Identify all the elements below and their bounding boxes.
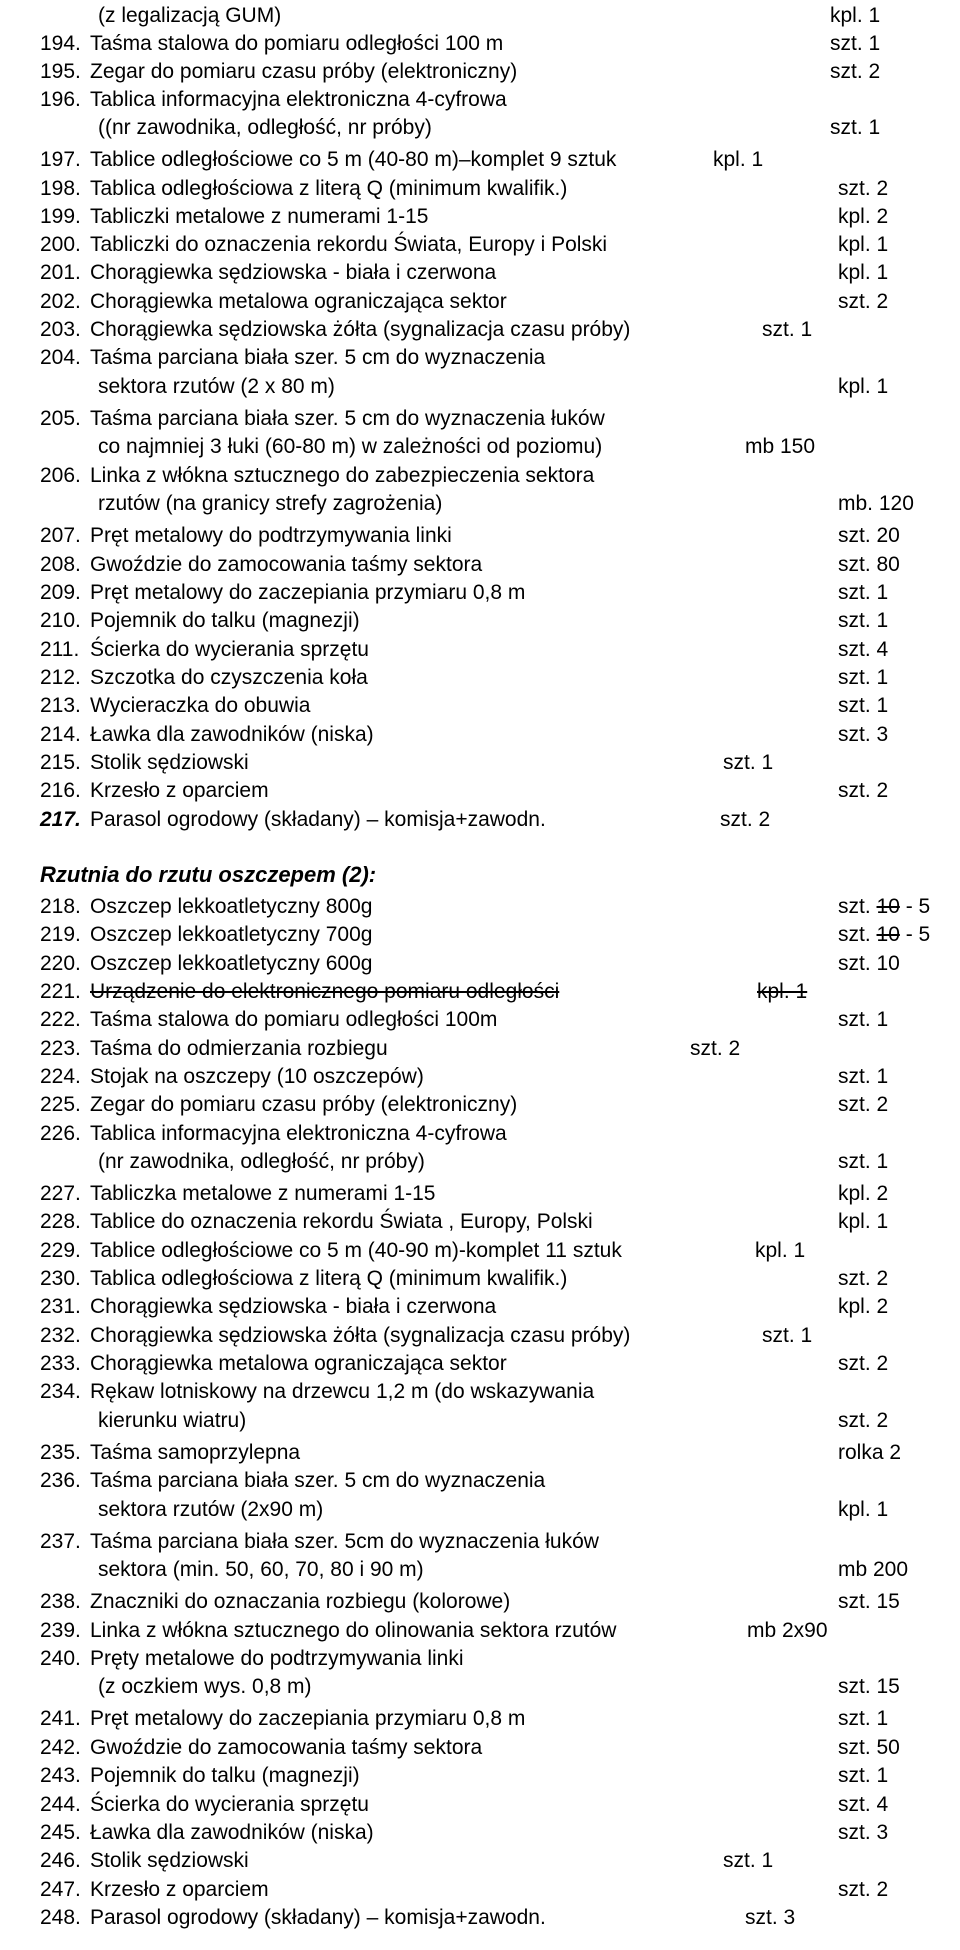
item-description: Stolik sędziowski — [90, 1849, 249, 1872]
item-quantity: szt. 1 — [838, 694, 889, 717]
item-number: 247. — [40, 1878, 81, 1901]
list-item — [0, 978, 960, 1006]
list-item — [0, 1791, 960, 1819]
item-description: Taśma do odmierzania rozbiegu — [90, 1037, 388, 1060]
item-description: sektora rzutów (2 x 80 m) — [98, 375, 335, 398]
list-item — [0, 1673, 960, 1701]
list-item — [0, 146, 960, 174]
item-number: 203. — [40, 318, 81, 341]
item-description: Taśma stalowa do pomiaru odległości 100m — [90, 1008, 498, 1031]
list-item — [0, 921, 960, 949]
item-description: Taśma parciana biała szer. 5 cm do wyznaczenia — [90, 1469, 546, 1492]
list-item — [0, 1734, 960, 1762]
item-number: 241. — [40, 1707, 81, 1730]
item-quantity: szt. 1 — [830, 116, 881, 139]
item-description: ((nr zawodnika, odległość, nr próby) — [98, 116, 432, 139]
item-description: Taśma stalowa do pomiaru odległości 100 m — [90, 32, 504, 55]
item-quantity: szt. 2 — [838, 1878, 889, 1901]
item-description: kierunku wiatru) — [98, 1409, 247, 1432]
item-description: Chorągiewka metalowa ograniczająca sektor — [90, 1352, 507, 1375]
item-quantity: szt. 1 — [838, 581, 889, 604]
item-quantity: szt. 3 — [745, 1906, 796, 1929]
list-item — [0, 607, 960, 635]
item-description: co najmniej 3 łuki (60-80 m) w zależności od poziomu) — [98, 435, 603, 458]
list-item — [0, 405, 960, 433]
item-number: 243. — [40, 1764, 81, 1787]
item-description: Tablica informacyjna elektroniczna 4-cyfrowa — [90, 88, 507, 111]
list-item — [0, 1496, 960, 1524]
list-item — [0, 1407, 960, 1435]
list-item — [0, 950, 960, 978]
item-quantity: szt. 1 — [838, 1707, 889, 1730]
item-description: Rękaw lotniskowy na drzewcu 1,2 m (do wskazywania — [90, 1380, 595, 1403]
list-item — [0, 373, 960, 401]
item-description: sektora (min. 50, 60, 70, 80 i 90 m) — [98, 1558, 424, 1581]
list-item — [0, 58, 960, 86]
item-number: 204. — [40, 346, 81, 369]
list-item — [0, 344, 960, 372]
item-quantity: szt. 15 — [838, 1590, 900, 1613]
list-item — [0, 522, 960, 550]
item-description: Gwoździe do zamocowania taśmy sektora — [90, 553, 483, 576]
item-quantity: szt. 50 — [838, 1736, 900, 1759]
item-number: 218. — [40, 895, 81, 918]
item-number: 244. — [40, 1793, 81, 1816]
item-description: Stolik sędziowski — [90, 751, 249, 774]
list-item — [0, 175, 960, 203]
item-description: Tabliczka metalowe z numerami 1-15 — [90, 1182, 436, 1205]
list-item — [0, 2, 960, 30]
item-description: Oszczep lekkoatletyczny 800g — [90, 895, 373, 918]
item-number: 205. — [40, 407, 81, 430]
item-quantity: szt. 1 — [838, 1764, 889, 1787]
list-item — [0, 203, 960, 231]
list-item — [0, 893, 960, 921]
list-item — [0, 1645, 960, 1673]
list-item — [0, 1063, 960, 1091]
list-item — [0, 1378, 960, 1406]
item-number: 227. — [40, 1182, 81, 1205]
item-number: 219. — [40, 923, 81, 946]
list-item — [0, 259, 960, 287]
item-quantity: szt. 2 — [690, 1037, 741, 1060]
item-number: 212. — [40, 666, 81, 689]
list-item — [0, 1148, 960, 1176]
list-item — [0, 30, 960, 58]
item-quantity: szt. 10 — [838, 952, 900, 975]
list-item — [0, 1819, 960, 1847]
item-description: sektora rzutów (2x90 m) — [98, 1498, 324, 1521]
item-description: Stojak na oszczepy (10 oszczepów) — [90, 1065, 424, 1088]
item-quantity: mb 150 — [745, 435, 816, 458]
item-description: Tablice do oznaczenia rekordu Świata , Europy, Polski — [90, 1210, 593, 1233]
item-description: Linka z włókna sztucznego do olinowania sektora rzutów — [90, 1619, 617, 1642]
item-description: Wycieraczka do obuwia — [90, 694, 311, 717]
list-item — [0, 721, 960, 749]
item-description: Ścierka do wycierania sprzętu — [90, 1793, 369, 1816]
item-number: 239. — [40, 1619, 81, 1642]
item-number: 197. — [40, 148, 81, 171]
item-description: Urządzenie do elektronicznego pomiaru odległości — [90, 980, 560, 1003]
item-quantity: mb. 120 — [838, 492, 914, 515]
item-number: 220. — [40, 952, 81, 975]
item-number: 199. — [40, 205, 81, 228]
item-quantity: kpl. 2 — [838, 1295, 889, 1318]
list-item — [0, 749, 960, 777]
item-number: 222. — [40, 1008, 81, 1031]
item-number: 233. — [40, 1352, 81, 1375]
item-number: 232. — [40, 1324, 81, 1347]
list-item — [0, 692, 960, 720]
list-item — [0, 1091, 960, 1119]
list-item — [0, 579, 960, 607]
item-quantity: szt. 2 — [838, 779, 889, 802]
item-description: Krzesło z oparciem — [90, 1878, 269, 1901]
item-quantity — [838, 893, 930, 921]
item-quantity: szt. 1 — [838, 1008, 889, 1031]
item-description: Tablice odległościowe co 5 m (40-90 m)-komplet 11 sztuk — [90, 1239, 622, 1262]
item-description: Chorągiewka metalowa ograniczająca sektor — [90, 290, 507, 313]
item-number: 223. — [40, 1037, 81, 1060]
item-number: 201. — [40, 261, 81, 284]
item-number: 214. — [40, 723, 81, 746]
list-item — [0, 231, 960, 259]
list-item — [0, 551, 960, 579]
item-description: Tabliczki metalowe z numerami 1-15 — [90, 205, 429, 228]
item-description: Pręt metalowy do podtrzymywania linki — [90, 524, 452, 547]
item-description: Parasol ogrodowy (składany) – komisja+zawodn. — [90, 808, 546, 831]
item-number: 235. — [40, 1441, 81, 1464]
item-quantity: szt. 3 — [838, 1821, 889, 1844]
list-item — [0, 1006, 960, 1034]
item-description: Taśma parciana biała szer. 5 cm do wyznaczenia łuków — [90, 407, 605, 430]
list-item — [0, 1350, 960, 1378]
list-item — [0, 1035, 960, 1063]
item-number: 213. — [40, 694, 81, 717]
item-number: 229. — [40, 1239, 81, 1262]
quantity-corrected-value: - 5 — [899, 895, 931, 918]
item-quantity: kpl. 1 — [838, 1210, 889, 1233]
item-description: Oszczep lekkoatletyczny 700g — [90, 923, 373, 946]
item-quantity: szt. 1 — [838, 1150, 889, 1173]
list-item — [0, 1617, 960, 1645]
item-number: 248. — [40, 1906, 81, 1929]
list-item — [0, 1208, 960, 1236]
item-number: 208. — [40, 553, 81, 576]
item-description: rzutów (na granicy strefy zagrożenia) — [98, 492, 443, 515]
item-quantity: szt. 15 — [838, 1675, 900, 1698]
item-number: 202. — [40, 290, 81, 313]
list-item — [0, 777, 960, 805]
item-number: 206. — [40, 464, 81, 487]
item-description: Chorągiewka sędziowska - biała i czerwona — [90, 261, 497, 284]
item-description: Znaczniki do oznaczania rozbiegu (kolorowe) — [90, 1590, 511, 1613]
item-description: Tablica odległościowa z literą Q (minimum kwalifik.) — [90, 1267, 568, 1290]
item-description: Pręty metalowe do podtrzymywania linki — [90, 1647, 464, 1670]
item-description: Taśma samoprzylepna — [90, 1441, 301, 1464]
item-number: 217. — [40, 808, 81, 831]
list-item — [0, 86, 960, 114]
item-number: 196. — [40, 88, 81, 111]
item-quantity: szt. 2 — [838, 1267, 889, 1290]
list-item — [0, 1120, 960, 1148]
item-quantity: szt. 4 — [838, 1793, 889, 1816]
item-quantity — [838, 921, 930, 949]
item-description: Taśma parciana biała szer. 5cm do wyznaczenia łuków — [90, 1530, 599, 1553]
list-item — [0, 1528, 960, 1556]
item-number: 225. — [40, 1093, 81, 1116]
item-quantity: kpl. 1 — [838, 261, 889, 284]
item-number: 246. — [40, 1849, 81, 1872]
item-description: Ścierka do wycierania sprzętu — [90, 638, 369, 661]
item-description: Ławka dla zawodników (niska) — [90, 1821, 374, 1844]
item-number: 236. — [40, 1469, 81, 1492]
item-quantity: mb 200 — [838, 1558, 909, 1581]
list-item — [0, 433, 960, 461]
list-item — [0, 316, 960, 344]
item-quantity: szt. 4 — [838, 638, 889, 661]
item-description: Zegar do pomiaru czasu próby (elektroniczny) — [90, 60, 518, 83]
quantity-unit: szt. — [838, 895, 877, 918]
item-description: Oszczep lekkoatletyczny 600g — [90, 952, 373, 975]
item-description: Krzesło z oparciem — [90, 779, 269, 802]
item-number: 215. — [40, 751, 81, 774]
item-quantity: szt. 3 — [838, 723, 889, 746]
item-number: 226. — [40, 1122, 81, 1145]
item-quantity: szt. 1 — [723, 751, 774, 774]
quantity-corrected-value: - 5 — [899, 923, 931, 946]
item-number: 240. — [40, 1647, 81, 1670]
item-description: Ławka dla zawodników (niska) — [90, 723, 374, 746]
list-item — [0, 1180, 960, 1208]
item-description: Pręt metalowy do zaczepiania przymiaru 0,8 m — [90, 1707, 526, 1730]
item-number: 245. — [40, 1821, 81, 1844]
item-number: 221. — [40, 980, 81, 1003]
item-number: 195. — [40, 60, 81, 83]
item-number: 231. — [40, 1295, 81, 1318]
item-quantity: szt. 2 — [838, 1409, 889, 1432]
item-description: Parasol ogrodowy (składany) – komisja+zawodn. — [90, 1906, 546, 1929]
item-description: Chorągiewka sędziowska - biała i czerwona — [90, 1295, 497, 1318]
list-item — [0, 664, 960, 692]
item-number: 210. — [40, 609, 81, 632]
list-item — [0, 1556, 960, 1584]
item-quantity: rolka 2 — [838, 1441, 902, 1464]
item-number: 238. — [40, 1590, 81, 1613]
item-description: Chorągiewka sędziowska żółta (sygnalizacja czasu próby) — [90, 1324, 631, 1347]
list-item — [0, 1904, 960, 1932]
item-quantity: szt. 80 — [838, 553, 900, 576]
item-description: Tablica informacyjna elektroniczna 4-cyfrowa — [90, 1122, 507, 1145]
item-quantity: kpl. 1 — [830, 4, 881, 27]
item-quantity: kpl. 1 — [838, 1498, 889, 1521]
item-quantity: kpl. 1 — [713, 148, 764, 171]
item-quantity: kpl. 1 — [755, 1239, 806, 1262]
item-description: Tablica odległościowa z literą Q (minimum kwalifik.) — [90, 177, 568, 200]
quantity-struck-value: 10 — [876, 895, 900, 918]
list-item — [0, 806, 960, 834]
list-item — [0, 114, 960, 142]
list-item — [0, 1265, 960, 1293]
item-number: 198. — [40, 177, 81, 200]
item-number: 200. — [40, 233, 81, 256]
item-quantity: szt. 2 — [838, 1352, 889, 1375]
list-item — [0, 1847, 960, 1875]
item-description: (z oczkiem wys. 0,8 m) — [98, 1675, 312, 1698]
item-number: 216. — [40, 779, 81, 802]
item-quantity: kpl. 2 — [838, 205, 889, 228]
item-description: Pojemnik do talku (magnezji) — [90, 1764, 360, 1787]
item-number: 194. — [40, 32, 81, 55]
list-item — [0, 636, 960, 664]
list-item — [0, 1876, 960, 1904]
item-number: 211. — [40, 638, 80, 661]
list-item — [0, 288, 960, 316]
item-description: Linka z włókna sztucznego do zabezpieczenia sektora — [90, 464, 595, 487]
item-number: 230. — [40, 1267, 81, 1290]
item-quantity: szt. 1 — [762, 1324, 813, 1347]
item-quantity: szt. 1 — [830, 32, 881, 55]
item-quantity: szt. 2 — [838, 1093, 889, 1116]
item-description: Pręt metalowy do zaczepiania przymiaru 0,8 m — [90, 581, 526, 604]
list-item — [0, 1588, 960, 1616]
item-quantity: szt. 1 — [838, 1065, 889, 1088]
item-quantity: szt. 1 — [762, 318, 813, 341]
item-description: Szczotka do czyszczenia koła — [90, 666, 368, 689]
item-number: 237. — [40, 1530, 81, 1553]
item-description: Zegar do pomiaru czasu próby (elektroniczny) — [90, 1093, 518, 1116]
item-number: 209. — [40, 581, 81, 604]
list-item — [0, 490, 960, 518]
item-description: Chorągiewka sędziowska żółta (sygnalizacja czasu próby) — [90, 318, 631, 341]
item-description: Tabliczki do oznaczenia rekordu Świata, Europy i Polski — [90, 233, 608, 256]
item-number: 242. — [40, 1736, 81, 1759]
item-description: (z legalizacją GUM) — [98, 4, 282, 27]
quantity-struck-value: 10 — [876, 923, 900, 946]
list-item — [0, 1439, 960, 1467]
item-description: Taśma parciana biała szer. 5 cm do wyznaczenia — [90, 346, 546, 369]
item-quantity: szt. 1 — [838, 609, 889, 632]
item-description: (nr zawodnika, odległość, nr próby) — [98, 1150, 425, 1173]
item-quantity: szt. 2 — [838, 290, 889, 313]
item-quantity: szt. 1 — [723, 1849, 774, 1872]
item-quantity: mb 2x90 — [747, 1619, 828, 1642]
item-quantity: kpl. 1 — [838, 233, 889, 256]
item-quantity: kpl. 1 — [757, 980, 808, 1003]
item-number: 207. — [40, 524, 81, 547]
list-item — [0, 1762, 960, 1790]
list-item — [0, 1705, 960, 1733]
item-quantity: szt. 2 — [830, 60, 881, 83]
item-number: 228. — [40, 1210, 81, 1233]
quantity-unit: szt. — [838, 923, 877, 946]
item-description: Gwoździe do zamocowania taśmy sektora — [90, 1736, 483, 1759]
item-quantity: szt. 2 — [720, 808, 771, 831]
item-quantity: kpl. 2 — [838, 1182, 889, 1205]
item-quantity: kpl. 1 — [838, 375, 889, 398]
list-item — [0, 1237, 960, 1265]
item-description: Pojemnik do talku (magnezji) — [90, 609, 360, 632]
item-number: 224. — [40, 1065, 81, 1088]
list-item — [0, 1467, 960, 1495]
list-item — [0, 462, 960, 490]
section-heading-javelin: Rzutnia do rzutu oszczepem (2): — [40, 862, 377, 887]
item-quantity: szt. 20 — [838, 524, 900, 547]
item-quantity: szt. 2 — [838, 177, 889, 200]
list-item — [0, 1293, 960, 1321]
item-description: Tablice odległościowe co 5 m (40-80 m)–komplet 9 sztuk — [90, 148, 617, 171]
item-quantity: szt. 1 — [838, 666, 889, 689]
item-number: 234. — [40, 1380, 81, 1403]
list-item — [0, 1322, 960, 1350]
